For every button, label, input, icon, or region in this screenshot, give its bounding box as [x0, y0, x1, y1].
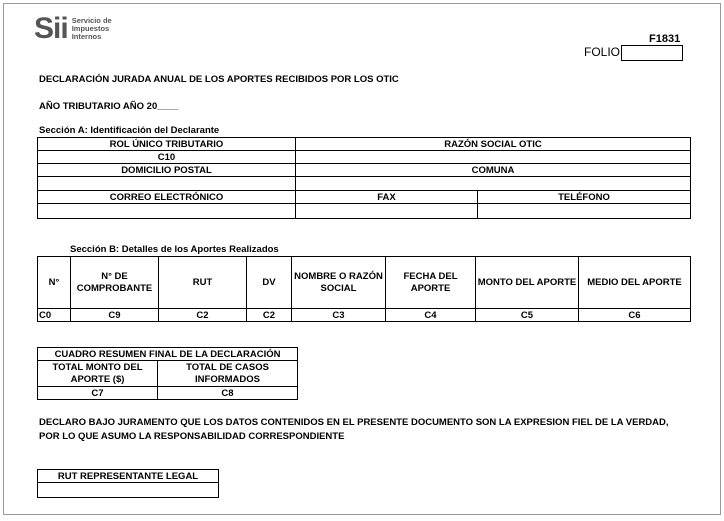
razon-social-header: RAZÓN SOCIAL OTIC: [296, 138, 691, 151]
code-cell-comprobante: C9: [71, 309, 159, 322]
legal-rep-label: RUT REPRESENTANTE LEGAL: [38, 470, 219, 483]
code-cell-rut: C2: [159, 309, 247, 322]
code-cell-num: C0: [38, 309, 71, 322]
col-header-medio: MEDIO DEL APORTE: [579, 257, 691, 309]
tax-year: AÑO TRIBUTARIO AÑO 20____: [39, 101, 179, 112]
code-cell-dv: C2: [247, 309, 292, 322]
col-header-nombre: NOMBRE O RAZÓN SOCIAL: [292, 257, 386, 309]
col-header-monto: MONTO DEL APORTE: [476, 257, 579, 309]
rol-unico-header: ROL ÚNICO TRIBUTARIO: [38, 138, 296, 151]
declaration-text: DECLARO BAJO JURAMENTO QUE LOS DATOS CONTENIDOS EN EL PRESENTE DOCUMENTO SON LA EXPRESION FIEL DE LA VERDAD, POR LO QUE ASUMO LA RESPONSABILIDAD CORRESPONDIENTE: [39, 417, 669, 442]
summary-code-casos: C8: [158, 387, 298, 400]
summary-col-monto: TOTAL MONTO DEL APORTE ($): [38, 361, 158, 387]
telefono-header: TELÉFONO: [478, 191, 691, 204]
section-b-title: Sección B: Detalles de los Aportes Realizados: [70, 244, 279, 255]
fax-field[interactable]: [296, 204, 478, 219]
fax-header: FAX: [296, 191, 478, 204]
code-cell-medio: C6: [579, 309, 691, 322]
comuna-field[interactable]: [296, 177, 691, 191]
logo-line-1: Servicio de: [71, 16, 112, 25]
logo-line-3: Internos: [71, 32, 102, 41]
section-a-table: [37, 137, 691, 219]
form-code: F1831: [649, 33, 681, 45]
col-header-comprobante: N° DE COMPROBANTE: [71, 257, 159, 309]
summary-col-casos: TOTAL DE CASOS INFORMADOS: [158, 361, 298, 387]
comuna-header: COMUNA: [296, 164, 691, 177]
form-title: DECLARACIÓN JURADA ANUAL DE LOS APORTES RECIBIDOS POR LOS OTIC: [39, 74, 399, 85]
form-page: [3, 3, 721, 515]
folio: [584, 45, 683, 61]
domicilio-header: DOMICILIO POSTAL: [38, 164, 296, 177]
domicilio-field[interactable]: [38, 177, 296, 191]
legal-rep-table: [37, 469, 219, 498]
razon-social-field[interactable]: [296, 151, 691, 164]
logo-line-2: Impuestos: [71, 24, 110, 33]
section-a-title: Sección A: Identificación del Declarante: [39, 125, 220, 136]
sii-logo: [34, 14, 112, 44]
col-header-num: N°: [38, 257, 71, 309]
correo-field[interactable]: [38, 204, 296, 219]
rol-unico-code: C10: [38, 151, 296, 164]
code-cell-monto: C5: [476, 309, 579, 322]
summary-title: CUADRO RESUMEN FINAL DE LA DECLARACIÓN: [38, 348, 298, 361]
folio-input[interactable]: [621, 45, 683, 61]
legal-rep-field[interactable]: [38, 483, 219, 498]
sii-logo-text: [72, 17, 112, 41]
correo-header: CORREO ELECTRÓNICO: [38, 191, 296, 204]
telefono-field[interactable]: [478, 204, 691, 219]
code-cell-nombre: C3: [292, 309, 386, 322]
section-b-table: [37, 256, 691, 322]
col-header-fecha: FECHA DEL APORTE: [386, 257, 476, 309]
summary-table: [37, 347, 298, 400]
col-header-dv: DV: [247, 257, 292, 309]
summary-code-monto: C7: [38, 387, 158, 400]
folio-label: FOLIO: [584, 45, 621, 60]
sii-logo-mark: Sii: [34, 12, 68, 45]
col-header-rut: RUT: [159, 257, 247, 309]
code-cell-fecha: C4: [386, 309, 476, 322]
